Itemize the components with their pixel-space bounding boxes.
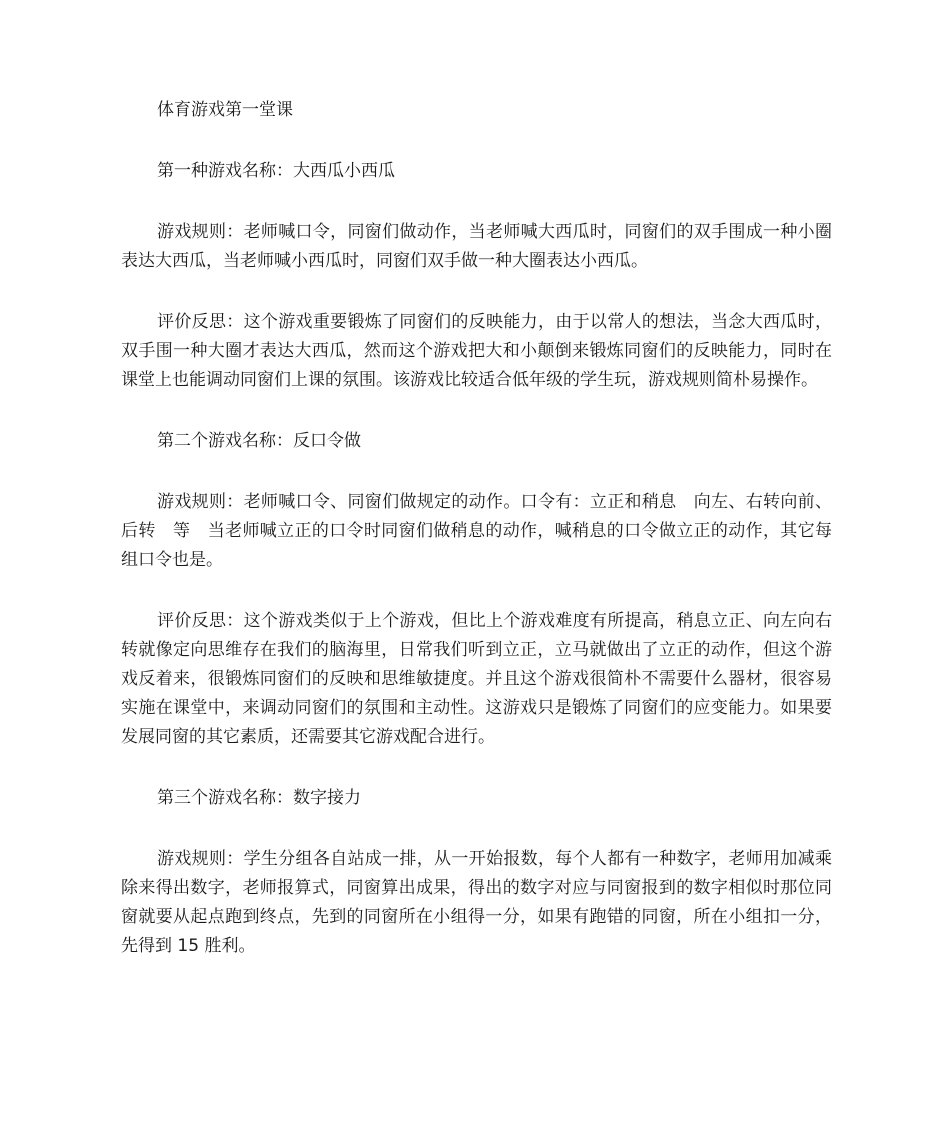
document-title: 体育游戏第一堂课: [157, 100, 293, 120]
game-1-reflection: 评价反思：这个游戏重要锻炼了同窗们的反映能力，由于以常人的想法，当念大西瓜时，双手围一种大圈才表达大西瓜，然而这个游戏把大和小颠倒来锻炼同窗们的反映能力，同时在课堂上也能调动同窗们上课的氛围。该游戏比较适合低年级的学生玩，游戏规则简朴易操作。: [121, 312, 832, 390]
game-2-reflection: 评价反思：这个游戏类似于上个游戏，但比上个游戏难度有所提高，稍息立正、向左向右转就像定向思维存在我们的脑海里，日常我们听到立正，立马就做出了立正的动作，但这个游戏反着来，很锻炼同窗们的反映和思维敏捷度。并且这个游戏很简朴不需要什么器材，很容易实施在课堂中，来调动同窗们的氛围和主动性。这游戏只是锻炼了同窗们的应变能力。如果要发展同窗的其它素质，还需要其它游戏配合进行。: [121, 611, 832, 747]
document-body: [121, 96, 832, 993]
game-2-heading: 第二个游戏名称：反口令做: [157, 431, 361, 451]
game-3-heading: 第三个游戏名称：数字接力: [157, 788, 361, 808]
game-1-rules: 游戏规则：老师喊口令，同窗们做动作，当老师喊大西瓜时，同窗们的双手围成一种小圈表达大西瓜，当老师喊小西瓜时，同窗们双手做一种大圈表达小西瓜。: [121, 222, 832, 271]
game-2-rules: 游戏规则：老师喊口令、同窗们做规定的动作。口令有：立正和稍息 向左、右转向前、后转 等 当老师喊立正的口令时同窗们做稍息的动作，喊稍息的口令做立正的动作，其它每组口令也是。: [121, 492, 832, 570]
game-3-rules: 游戏规则：学生分组各自站成一排，从一开始报数，每个人都有一种数字，老师用加减乘除来得出数字，老师报算式，同窗算出成果，得出的数字对应与同窗报到的数字相似时那位同窗就要从起点跑到终点，先到的同窗所在小组得一分，如果有跑错的同窗，所在小组扣一分，先得到 15 胜利。: [121, 849, 832, 956]
game-1-heading: 第一种游戏名称：大西瓜小西瓜: [157, 161, 395, 181]
